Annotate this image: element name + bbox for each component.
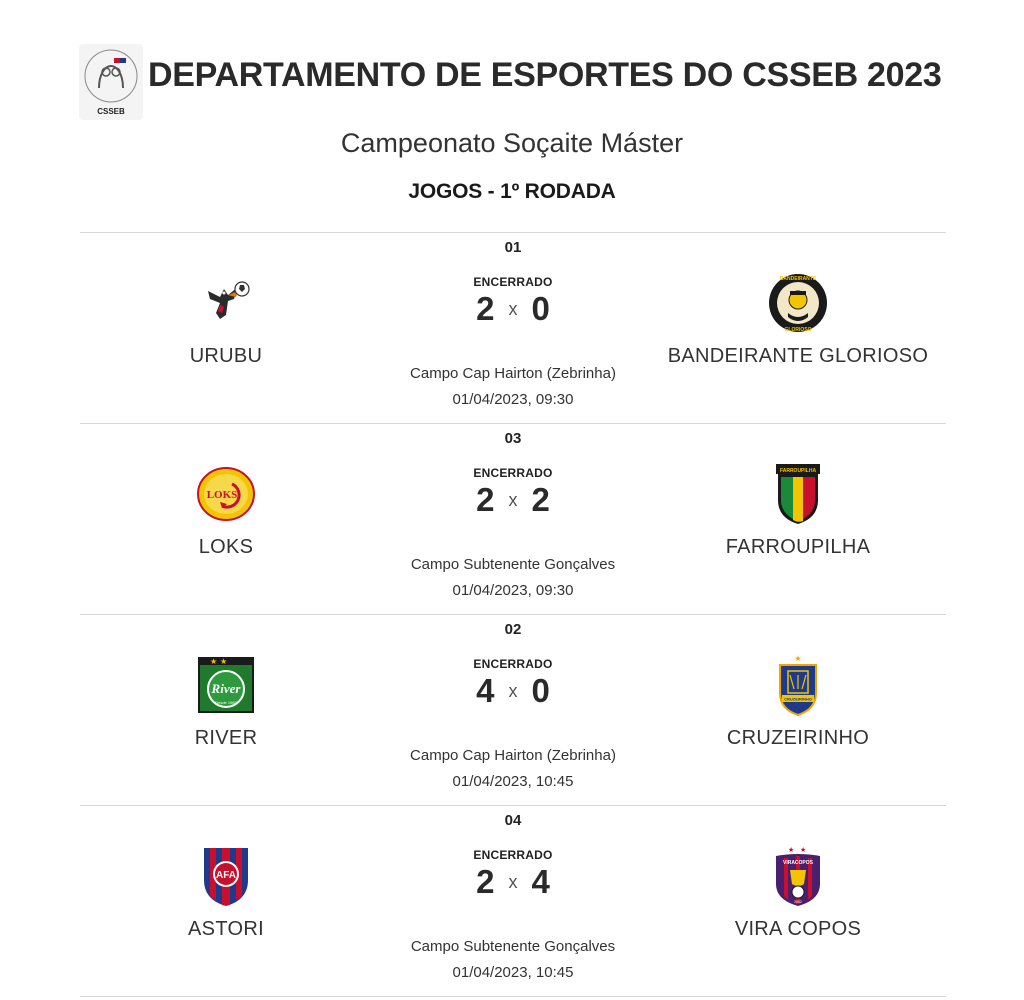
away-score: 0 (531, 290, 550, 327)
away-team-name: BANDEIRANTE GLORIOSO (667, 345, 929, 367)
crest-text: VIRACOPOS (782, 860, 814, 866)
home-score: 2 (476, 863, 495, 900)
match-status: ENCERRADO (473, 466, 553, 480)
page-title: DEPARTAMENTO DE ESPORTES DO CSSEB 2023 (148, 56, 942, 94)
divider (80, 996, 946, 997)
home-score: 4 (476, 672, 495, 709)
score-separator: x (508, 490, 518, 510)
championship-subtitle: Campeonato Soçaite Máster (340, 128, 684, 158)
score-separator: x (508, 299, 518, 319)
match-venue: Campo Subtenente Gonçalves (410, 556, 616, 573)
score-separator: x (508, 681, 518, 701)
star-icon: ★ (794, 654, 802, 663)
match-number: 04 (504, 812, 522, 829)
away-team-name: VIRA COPOS (734, 918, 862, 940)
match-status: ENCERRADO (473, 275, 553, 289)
crest-year: 2002 (794, 900, 802, 904)
csseb-logo (79, 44, 143, 120)
logo-text: CSSEB (97, 107, 125, 116)
crest-text: BANDEIRANTE (779, 276, 817, 282)
match-datetime: 01/04/2023, 10:45 (452, 773, 574, 790)
star-icon: ★ (210, 657, 218, 666)
match-result (363, 466, 663, 518)
match-status: ENCERRADO (473, 657, 553, 671)
crest-text: FARROUPILHA (779, 468, 817, 474)
home-score: 2 (476, 290, 495, 327)
match-card[interactable] (80, 615, 946, 805)
crest-text: LOKS (206, 489, 238, 501)
match-venue: Campo Cap Hairton (Zebrinha) (410, 365, 616, 382)
away-team[interactable] (648, 462, 948, 559)
home-team-name: URUBU (189, 345, 263, 367)
home-team[interactable] (76, 844, 376, 941)
crest-text: River (211, 681, 241, 696)
score (363, 482, 663, 518)
away-team[interactable] (648, 653, 948, 750)
round-title: JOGOS - 1º RODADA (408, 180, 616, 203)
home-team[interactable] (76, 271, 376, 368)
away-score: 4 (531, 863, 550, 900)
page-header (0, 40, 1024, 124)
match-venue: Campo Cap Hairton (Zebrinha) (410, 747, 616, 764)
vira-copos-crest-icon (766, 844, 830, 908)
crest-text: AFA (216, 870, 236, 881)
away-score: 0 (531, 672, 550, 709)
match-card[interactable] (80, 233, 946, 423)
match-venue: Campo Subtenente Gonçalves (410, 938, 616, 955)
home-team-name: ASTORI (188, 918, 264, 940)
star-icon: ★ (220, 657, 228, 666)
matches-list (80, 232, 946, 997)
crest-text: GLORIOSO (784, 327, 812, 333)
crest-subtext: Desde 1987 (215, 700, 237, 705)
match-card[interactable] (80, 424, 946, 614)
match-number: 01 (504, 239, 522, 256)
away-team[interactable] (648, 844, 948, 941)
match-number: 02 (504, 621, 522, 638)
score (363, 864, 663, 900)
match-result (363, 275, 663, 327)
astori-crest-icon (194, 844, 258, 908)
away-team-name: CRUZEIRINHO (726, 727, 870, 749)
match-result (363, 657, 663, 709)
home-team-name: RIVER (194, 727, 258, 749)
match-result (363, 848, 663, 900)
river-crest-icon (194, 653, 258, 717)
match-datetime: 01/04/2023, 09:30 (452, 391, 574, 408)
csseb-logo-icon (79, 44, 143, 120)
farroupilha-crest-icon (766, 462, 830, 526)
score (363, 673, 663, 709)
match-number: 03 (504, 430, 522, 447)
home-team[interactable] (76, 462, 376, 559)
match-status: ENCERRADO (473, 848, 553, 862)
score (363, 291, 663, 327)
cruzeirinho-crest-icon (766, 653, 830, 717)
score-separator: x (508, 872, 518, 892)
away-team-name: FARROUPILHA (725, 536, 871, 558)
urubu-crest-icon (194, 271, 258, 335)
crest-text: CRUZEIRINHO (784, 696, 812, 702)
star-icon: ★ (800, 846, 807, 854)
away-team[interactable] (648, 271, 948, 368)
home-team[interactable] (76, 653, 376, 750)
star-icon: ★ (788, 846, 795, 854)
match-datetime: 01/04/2023, 09:30 (452, 582, 574, 599)
match-card[interactable] (80, 806, 946, 996)
home-score: 2 (476, 481, 495, 518)
away-score: 2 (531, 481, 550, 518)
bandeirante-crest-icon (766, 271, 830, 335)
loks-crest-icon (194, 462, 258, 526)
match-datetime: 01/04/2023, 10:45 (452, 964, 574, 981)
home-team-name: LOKS (198, 536, 254, 558)
